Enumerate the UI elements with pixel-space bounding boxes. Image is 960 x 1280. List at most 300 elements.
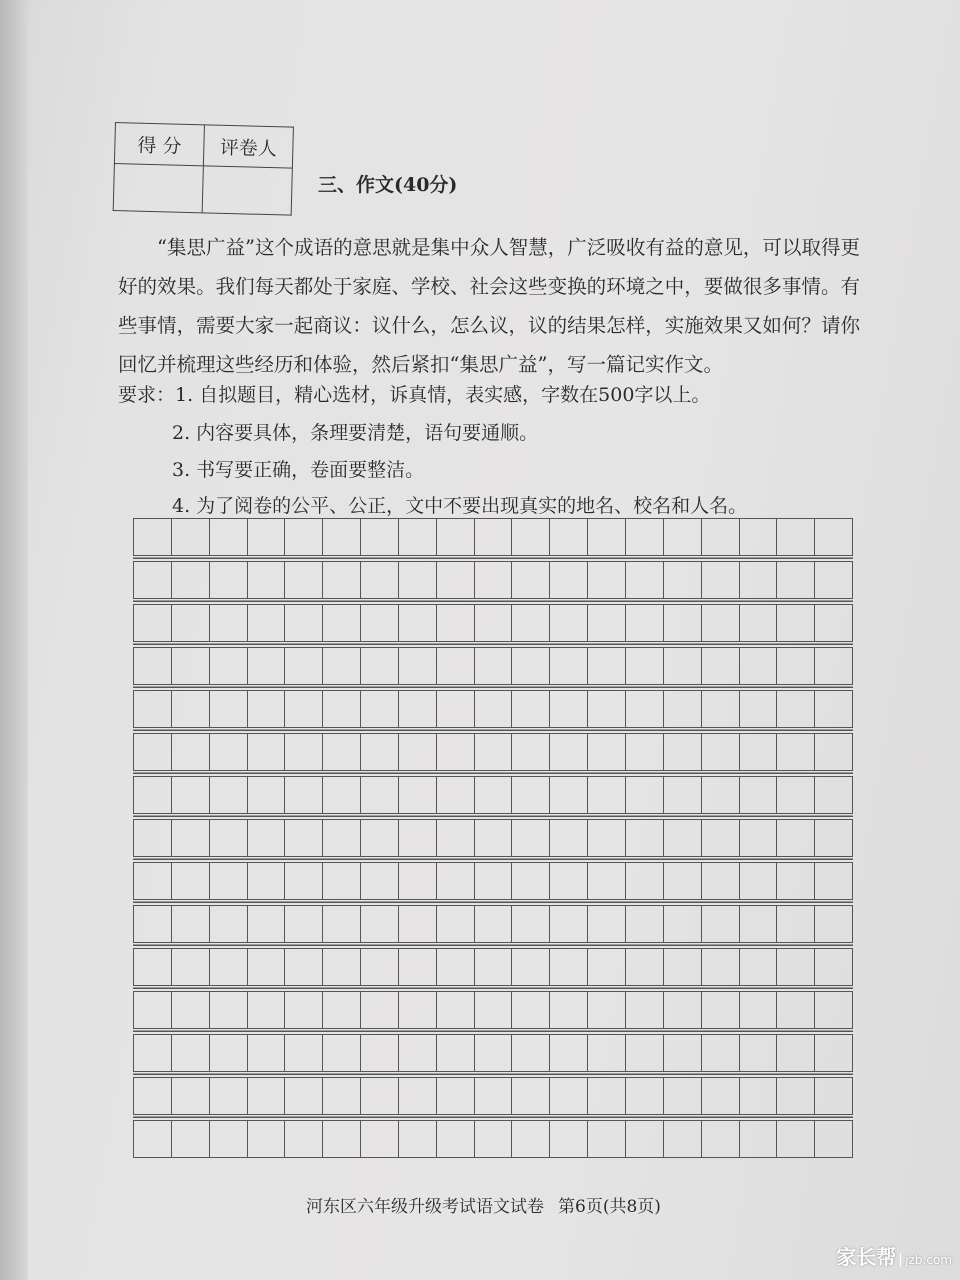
grid-cell[interactable] [399, 863, 437, 899]
grid-cell[interactable] [664, 605, 702, 641]
grid-cell[interactable] [399, 992, 437, 1028]
grid-cell[interactable] [248, 734, 286, 770]
grid-cell[interactable] [702, 1035, 740, 1071]
grid-cell[interactable] [550, 562, 588, 598]
grid-cell[interactable] [361, 605, 399, 641]
grid-cell[interactable] [588, 863, 626, 899]
grid-cell[interactable] [210, 1035, 248, 1071]
grid-cell[interactable] [512, 1121, 550, 1157]
grid-cell[interactable] [588, 949, 626, 985]
grid-cell[interactable] [172, 1121, 210, 1157]
grid-cell[interactable] [210, 777, 248, 813]
grid-cell[interactable] [134, 949, 172, 985]
grid-cell[interactable] [815, 992, 852, 1028]
grid-cell[interactable] [323, 1121, 361, 1157]
grid-cell[interactable] [588, 605, 626, 641]
grid-cell[interactable] [134, 992, 172, 1028]
grid-cell[interactable] [626, 820, 664, 856]
grid-cell[interactable] [399, 906, 437, 942]
grid-cell[interactable] [437, 906, 475, 942]
grid-cell[interactable] [702, 906, 740, 942]
grid-cell[interactable] [626, 949, 664, 985]
grid-cell[interactable] [437, 648, 475, 684]
grid-cell[interactable] [740, 519, 778, 555]
score-cell[interactable] [113, 163, 203, 212]
grid-cell[interactable] [512, 691, 550, 727]
requirement-1: 要求：1. 自拟题目，精心选材，诉真情，表实感，字数在500字以上。 [118, 384, 711, 406]
grid-cell[interactable] [588, 562, 626, 598]
grid-cell[interactable] [361, 1078, 399, 1114]
grid-cell[interactable] [740, 992, 778, 1028]
grid-cell[interactable] [285, 734, 323, 770]
grid-cell[interactable] [285, 777, 323, 813]
grid-cell[interactable] [210, 863, 248, 899]
grid-cell[interactable] [248, 992, 286, 1028]
grid-cell[interactable] [626, 1078, 664, 1114]
grid-cell[interactable] [588, 1121, 626, 1157]
grid-cell[interactable] [740, 777, 778, 813]
grid-cell[interactable] [134, 519, 172, 555]
grid-cell[interactable] [134, 906, 172, 942]
grid-cell[interactable] [702, 820, 740, 856]
grid-cell[interactable] [588, 734, 626, 770]
grid-cell[interactable] [361, 648, 399, 684]
grid-cell[interactable] [323, 648, 361, 684]
grid-cell[interactable] [475, 519, 513, 555]
grid-cell[interactable] [437, 691, 475, 727]
grid-cell[interactable] [285, 863, 323, 899]
grid-cell[interactable] [702, 992, 740, 1028]
grid-cell[interactable] [323, 1078, 361, 1114]
grid-cell[interactable] [323, 605, 361, 641]
grid-cell[interactable] [664, 1078, 702, 1114]
grid-cell[interactable] [399, 562, 437, 598]
grid-cell[interactable] [285, 820, 323, 856]
grid-cell[interactable] [777, 777, 815, 813]
grid-cell[interactable] [626, 562, 664, 598]
grid-cell[interactable] [285, 691, 323, 727]
grid-cell[interactable] [248, 562, 286, 598]
grid-cell[interactable] [664, 648, 702, 684]
grid-cell[interactable] [815, 648, 852, 684]
grid-cell[interactable] [777, 992, 815, 1028]
grid-cell[interactable] [210, 992, 248, 1028]
grid-cell[interactable] [702, 949, 740, 985]
grid-cell[interactable] [437, 777, 475, 813]
grid-cell[interactable] [323, 691, 361, 727]
grid-cell[interactable] [512, 906, 550, 942]
grid-cell[interactable] [475, 648, 513, 684]
grid-cell[interactable] [777, 1078, 815, 1114]
grid-cell[interactable] [323, 1035, 361, 1071]
grid-cell[interactable] [588, 1078, 626, 1114]
grid-cell[interactable] [172, 992, 210, 1028]
grid-cell[interactable] [323, 519, 361, 555]
grid-cell[interactable] [815, 777, 852, 813]
grid-cell[interactable] [815, 519, 852, 555]
grader-cell[interactable] [202, 166, 292, 215]
grid-cell[interactable] [702, 1121, 740, 1157]
grid-cell[interactable] [740, 949, 778, 985]
grid-cell[interactable] [172, 734, 210, 770]
grid-cell[interactable] [437, 734, 475, 770]
grid-cell[interactable] [323, 949, 361, 985]
grid-cell[interactable] [588, 691, 626, 727]
grid-cell[interactable] [134, 820, 172, 856]
grid-cell[interactable] [172, 1035, 210, 1071]
grid-cell[interactable] [702, 648, 740, 684]
grid-cell[interactable] [172, 648, 210, 684]
grid-cell[interactable] [210, 820, 248, 856]
grid-cell[interactable] [361, 949, 399, 985]
grid-cell[interactable] [664, 906, 702, 942]
grid-cell[interactable] [664, 820, 702, 856]
grid-cell[interactable] [626, 777, 664, 813]
grid-row [133, 733, 853, 771]
grid-cell[interactable] [172, 863, 210, 899]
grid-cell[interactable] [588, 777, 626, 813]
grid-cell[interactable] [475, 820, 513, 856]
grid-cell[interactable] [437, 949, 475, 985]
grid-cell[interactable] [512, 949, 550, 985]
watermark-brand: 家长帮 [836, 1245, 897, 1269]
grid-cell[interactable] [248, 1035, 286, 1071]
grid-cell[interactable] [550, 820, 588, 856]
grid-cell[interactable] [248, 691, 286, 727]
grid-row [133, 862, 853, 900]
grid-cell[interactable] [475, 906, 513, 942]
grid-cell[interactable] [512, 734, 550, 770]
grid-cell[interactable] [172, 691, 210, 727]
grid-cell[interactable] [815, 1035, 852, 1071]
grid-cell[interactable] [512, 820, 550, 856]
grid-cell[interactable] [475, 992, 513, 1028]
grid-cell[interactable] [512, 992, 550, 1028]
grid-cell[interactable] [702, 691, 740, 727]
grid-cell[interactable] [399, 820, 437, 856]
grid-cell[interactable] [815, 691, 852, 727]
grid-cell[interactable] [664, 863, 702, 899]
grid-cell[interactable] [361, 1035, 399, 1071]
grid-cell[interactable] [626, 906, 664, 942]
grid-cell[interactable] [399, 1121, 437, 1157]
grid-cell[interactable] [399, 691, 437, 727]
grid-cell[interactable] [626, 519, 664, 555]
grid-cell[interactable] [361, 1121, 399, 1157]
grid-cell[interactable] [134, 863, 172, 899]
grid-cell[interactable] [475, 1035, 513, 1071]
grid-cell[interactable] [740, 734, 778, 770]
grid-cell[interactable] [134, 605, 172, 641]
grid-cell[interactable] [323, 777, 361, 813]
grid-cell[interactable] [664, 1035, 702, 1071]
grid-cell[interactable] [740, 605, 778, 641]
grid-cell[interactable] [437, 992, 475, 1028]
grid-cell[interactable] [777, 562, 815, 598]
grid-cell[interactable] [285, 992, 323, 1028]
grid-cell[interactable] [399, 1078, 437, 1114]
grid-cell[interactable] [437, 1078, 475, 1114]
grid-cell[interactable] [512, 605, 550, 641]
grid-cell[interactable] [664, 691, 702, 727]
grid-cell[interactable] [210, 605, 248, 641]
grid-cell[interactable] [664, 949, 702, 985]
grid-cell[interactable] [361, 777, 399, 813]
grid-cell[interactable] [248, 605, 286, 641]
grid-cell[interactable] [777, 605, 815, 641]
grid-cell[interactable] [285, 906, 323, 942]
page-fold-shadow [0, 0, 28, 1280]
grid-cell[interactable] [134, 1035, 172, 1071]
grid-cell[interactable] [399, 519, 437, 555]
grid-cell[interactable] [248, 863, 286, 899]
grid-cell[interactable] [550, 734, 588, 770]
grid-cell[interactable] [285, 648, 323, 684]
grid-cell[interactable] [550, 906, 588, 942]
grid-cell[interactable] [323, 906, 361, 942]
grid-cell[interactable] [777, 949, 815, 985]
grid-cell[interactable] [475, 949, 513, 985]
grid-cell[interactable] [323, 820, 361, 856]
grid-cell[interactable] [588, 992, 626, 1028]
grid-cell[interactable] [512, 1035, 550, 1071]
grid-cell[interactable] [361, 562, 399, 598]
grid-cell[interactable] [285, 949, 323, 985]
grid-cell[interactable] [399, 949, 437, 985]
grid-cell[interactable] [740, 820, 778, 856]
grid-cell[interactable] [323, 992, 361, 1028]
grid-cell[interactable] [740, 1121, 778, 1157]
grid-cell[interactable] [550, 605, 588, 641]
grid-cell[interactable] [626, 734, 664, 770]
grid-cell[interactable] [475, 863, 513, 899]
grid-cell[interactable] [626, 605, 664, 641]
grid-cell[interactable] [512, 562, 550, 598]
grid-cell[interactable] [210, 906, 248, 942]
grid-cell[interactable] [248, 777, 286, 813]
grid-cell[interactable] [172, 605, 210, 641]
grid-cell[interactable] [588, 648, 626, 684]
watermark-logo [836, 1241, 952, 1270]
grid-cell[interactable] [550, 1121, 588, 1157]
grid-cell[interactable] [210, 691, 248, 727]
writing-grid[interactable] [133, 518, 853, 1163]
grid-cell[interactable] [740, 648, 778, 684]
grid-cell[interactable] [815, 562, 852, 598]
grid-cell[interactable] [248, 519, 286, 555]
grid-cell[interactable] [134, 648, 172, 684]
grid-cell[interactable] [285, 1035, 323, 1071]
grid-cell[interactable] [475, 734, 513, 770]
grid-cell[interactable] [777, 648, 815, 684]
grid-cell[interactable] [134, 562, 172, 598]
grid-cell[interactable] [475, 691, 513, 727]
grid-cell[interactable] [777, 863, 815, 899]
grid-cell[interactable] [361, 906, 399, 942]
grid-cell[interactable] [172, 1078, 210, 1114]
grid-cell[interactable] [702, 562, 740, 598]
grid-cell[interactable] [550, 519, 588, 555]
grid-cell[interactable] [702, 734, 740, 770]
grid-cell[interactable] [172, 949, 210, 985]
grid-cell[interactable] [172, 562, 210, 598]
grid-cell[interactable] [210, 1121, 248, 1157]
grid-cell[interactable] [815, 1078, 852, 1114]
grid-row [133, 905, 853, 943]
grid-cell[interactable] [399, 734, 437, 770]
grid-cell[interactable] [815, 734, 852, 770]
grid-cell[interactable] [210, 648, 248, 684]
grid-cell[interactable] [550, 1035, 588, 1071]
grid-cell[interactable] [777, 691, 815, 727]
grid-cell[interactable] [626, 992, 664, 1028]
grid-cell[interactable] [777, 1035, 815, 1071]
grid-cell[interactable] [172, 777, 210, 813]
grid-cell[interactable] [588, 1035, 626, 1071]
grid-cell[interactable] [815, 906, 852, 942]
grid-cell[interactable] [475, 777, 513, 813]
grid-cell[interactable] [777, 734, 815, 770]
grid-cell[interactable] [172, 906, 210, 942]
score-table [113, 122, 294, 216]
grid-cell[interactable] [550, 777, 588, 813]
grid-cell[interactable] [512, 519, 550, 555]
grid-cell[interactable] [399, 648, 437, 684]
grid-cell[interactable] [664, 992, 702, 1028]
grid-cell[interactable] [437, 562, 475, 598]
grid-cell[interactable] [437, 820, 475, 856]
grid-cell[interactable] [134, 734, 172, 770]
grid-cell[interactable] [248, 906, 286, 942]
grid-cell[interactable] [210, 734, 248, 770]
grid-cell[interactable] [626, 1121, 664, 1157]
grid-cell[interactable] [475, 562, 513, 598]
grid-cell[interactable] [285, 605, 323, 641]
grid-cell[interactable] [285, 519, 323, 555]
grid-cell[interactable] [664, 734, 702, 770]
grid-cell[interactable] [815, 863, 852, 899]
grid-cell[interactable] [740, 1035, 778, 1071]
grid-cell[interactable] [664, 777, 702, 813]
grid-cell[interactable] [740, 1078, 778, 1114]
grid-cell[interactable] [777, 519, 815, 555]
grid-row [133, 948, 853, 986]
grid-cell[interactable] [512, 1078, 550, 1114]
grid-cell[interactable] [323, 863, 361, 899]
watermark-url: jzb.com [900, 1253, 952, 1267]
grid-cell[interactable] [550, 949, 588, 985]
grid-cell[interactable] [248, 820, 286, 856]
grid-cell[interactable] [285, 562, 323, 598]
grid-cell[interactable] [437, 863, 475, 899]
grid-cell[interactable] [210, 949, 248, 985]
grid-cell[interactable] [626, 1035, 664, 1071]
grid-cell[interactable] [248, 1121, 286, 1157]
grid-cell[interactable] [777, 820, 815, 856]
grid-cell[interactable] [777, 906, 815, 942]
grid-cell[interactable] [815, 1121, 852, 1157]
grid-cell[interactable] [248, 1078, 286, 1114]
grid-cell[interactable] [210, 1078, 248, 1114]
grid-cell[interactable] [550, 648, 588, 684]
grid-cell[interactable] [815, 605, 852, 641]
grid-cell[interactable] [815, 820, 852, 856]
grid-cell[interactable] [248, 949, 286, 985]
grid-cell[interactable] [550, 863, 588, 899]
grid-cell[interactable] [664, 519, 702, 555]
grid-cell[interactable] [399, 777, 437, 813]
grid-cell[interactable] [134, 691, 172, 727]
grid-cell[interactable] [740, 863, 778, 899]
grid-cell[interactable] [777, 1121, 815, 1157]
grid-cell[interactable] [588, 906, 626, 942]
grid-cell[interactable] [361, 992, 399, 1028]
grid-cell[interactable] [702, 777, 740, 813]
grid-cell[interactable] [550, 691, 588, 727]
grid-cell[interactable] [550, 992, 588, 1028]
grid-cell[interactable] [399, 605, 437, 641]
grid-cell[interactable] [626, 863, 664, 899]
grid-cell[interactable] [740, 691, 778, 727]
grid-cell[interactable] [475, 1078, 513, 1114]
grid-cell[interactable] [437, 605, 475, 641]
grid-cell[interactable] [323, 734, 361, 770]
grid-cell[interactable] [626, 691, 664, 727]
grid-cell[interactable] [702, 605, 740, 641]
grid-cell[interactable] [361, 734, 399, 770]
grid-cell[interactable] [437, 1121, 475, 1157]
grid-cell[interactable] [740, 562, 778, 598]
grid-cell[interactable] [248, 648, 286, 684]
grid-cell[interactable] [588, 519, 626, 555]
grid-cell[interactable] [512, 777, 550, 813]
grid-cell[interactable] [361, 691, 399, 727]
grid-cell[interactable] [285, 1078, 323, 1114]
grid-cell[interactable] [815, 949, 852, 985]
grid-cell[interactable] [210, 519, 248, 555]
grid-cell[interactable] [172, 820, 210, 856]
grid-cell[interactable] [702, 1078, 740, 1114]
grid-cell[interactable] [588, 820, 626, 856]
grid-cell[interactable] [361, 519, 399, 555]
grid-cell[interactable] [702, 519, 740, 555]
grid-cell[interactable] [664, 562, 702, 598]
grid-cell[interactable] [475, 605, 513, 641]
grid-cell[interactable] [134, 777, 172, 813]
grid-cell[interactable] [172, 519, 210, 555]
grid-cell[interactable] [134, 1078, 172, 1114]
grid-cell[interactable] [626, 648, 664, 684]
grid-cell[interactable] [361, 820, 399, 856]
grid-cell[interactable] [437, 519, 475, 555]
grid-cell[interactable] [437, 1035, 475, 1071]
grid-cell[interactable] [361, 863, 399, 899]
grid-cell[interactable] [134, 1121, 172, 1157]
grid-row [133, 1077, 853, 1115]
grid-cell[interactable] [512, 863, 550, 899]
grid-cell[interactable] [664, 1121, 702, 1157]
essay-prompt: “集思广益”这个成语的意思就是集中众人智慧，广泛吸收有益的意见，可以取得更好的效果。我们每天都处于家庭、学校、社会这些变换的环境之中，要做很多事情。有些事情，需要大家一起商议：议什么，怎么议，议的结果怎样，实施效果又如何？请你回忆并梳理这些经历和体验，然后紧扣“集思广益”，写一篇记实作文。 [118, 236, 860, 376]
grid-cell[interactable] [702, 863, 740, 899]
grid-cell[interactable] [740, 906, 778, 942]
grid-cell[interactable] [323, 562, 361, 598]
grid-cell[interactable] [550, 1078, 588, 1114]
grid-cell[interactable] [210, 562, 248, 598]
grid-cell[interactable] [475, 1121, 513, 1157]
grid-cell[interactable] [399, 1035, 437, 1071]
grid-cell[interactable] [285, 1121, 323, 1157]
grid-cell[interactable] [512, 648, 550, 684]
